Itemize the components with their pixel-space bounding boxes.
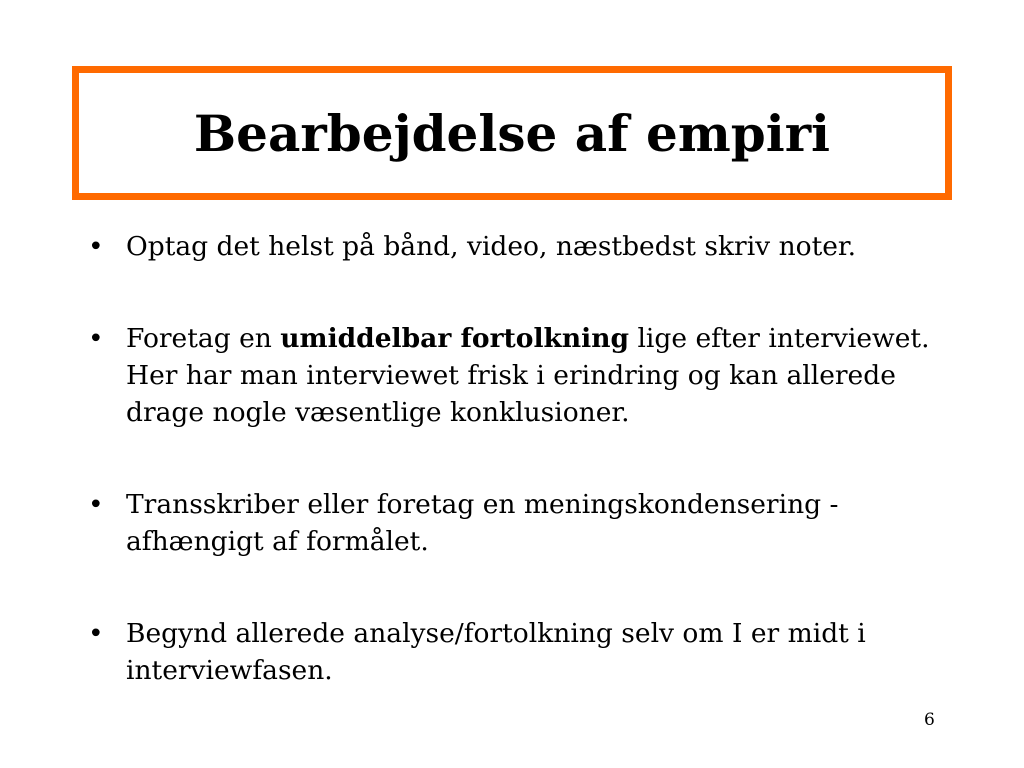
page-number: 6 (924, 710, 935, 730)
slide-title: Bearbejdelse af empiri (193, 103, 831, 163)
bullet-icon: • (88, 489, 104, 520)
bullet-item (84, 615, 964, 689)
bullet-text: Optag det helst på bånd, video, næstbedst skriv noter. (126, 231, 857, 262)
bullet-text: Begynd allerede analyse/fortolkning selv om I er midt i interviewfasen. (126, 618, 866, 686)
bullet-icon: • (88, 618, 104, 649)
bullet-text-before: Foretag en (126, 323, 281, 354)
bullet-item (84, 228, 964, 265)
bullet-text: Transskriber eller foretag en meningskondensering - afhængigt af formålet. (126, 489, 839, 557)
bullet-icon: • (88, 231, 104, 262)
bullet-text-after: lige efter interviewet. Her har man interviewet frisk i erindring og kan allerede drage nogle væsentlige konklusioner. (126, 323, 930, 428)
bullet-icon: • (88, 323, 104, 354)
bullet-emphasis: umiddelbar fortolkning (280, 323, 630, 354)
bullet-item (84, 486, 964, 560)
bullet-list (84, 228, 964, 689)
title-frame (72, 66, 952, 200)
bullet-item (84, 320, 964, 431)
